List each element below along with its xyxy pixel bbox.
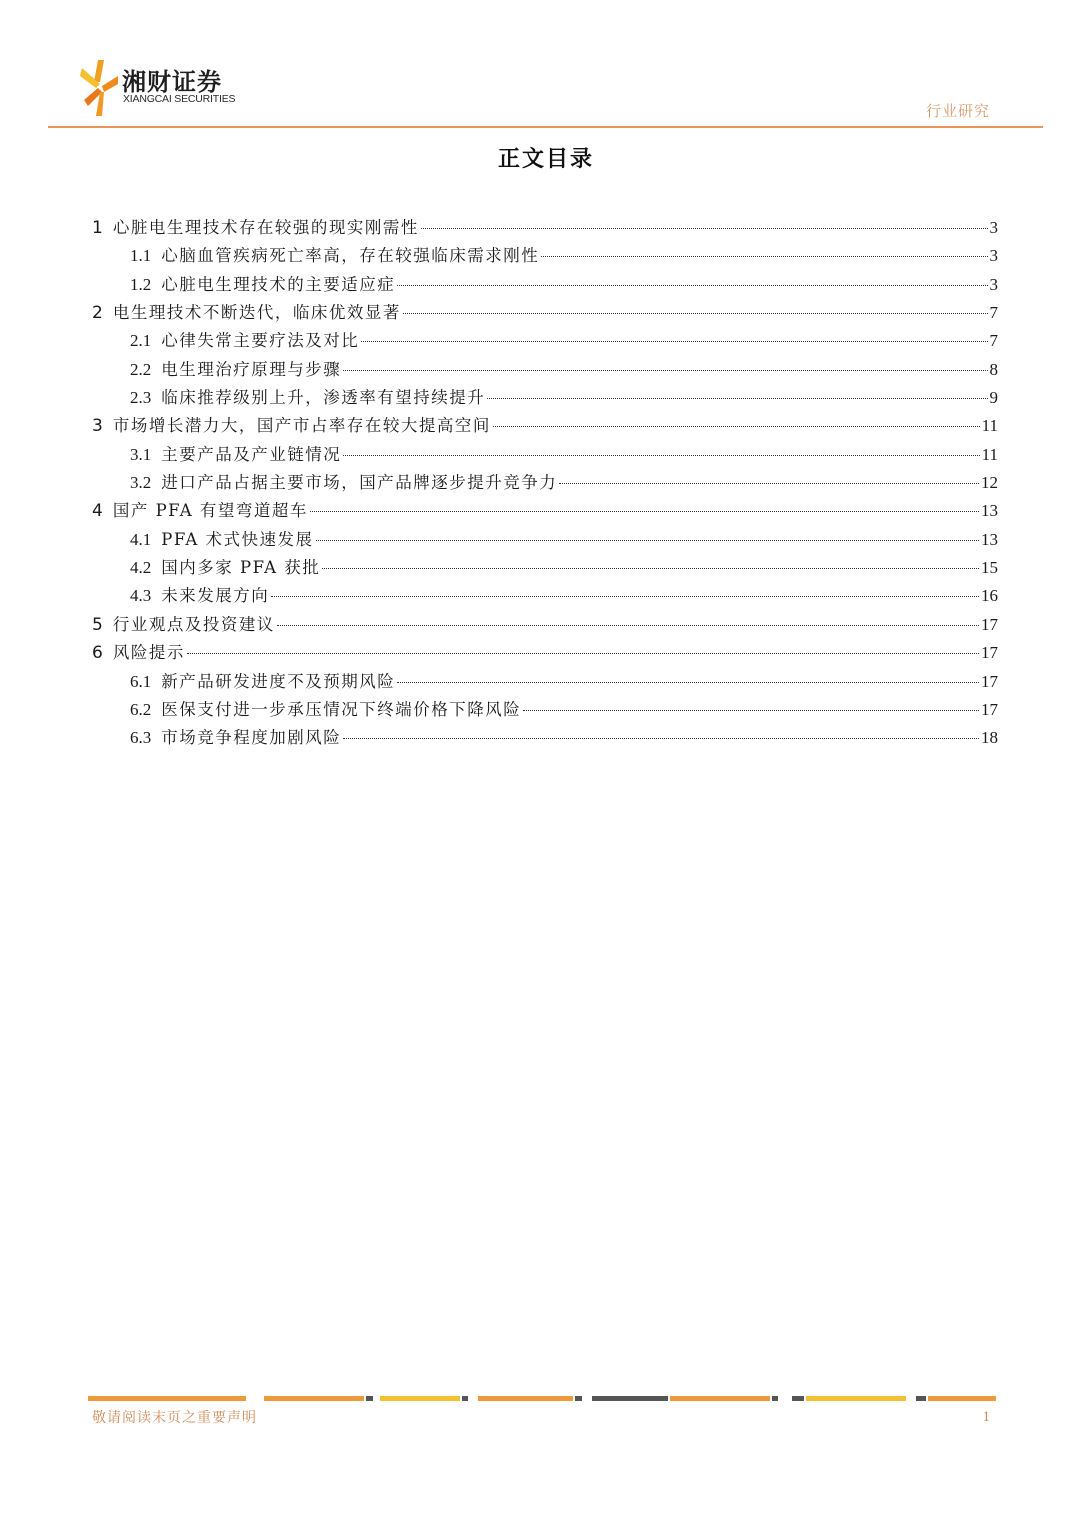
toc-entry[interactable] <box>92 668 998 696</box>
toc-entry-number: 1 <box>92 218 103 238</box>
toc-entry[interactable] <box>92 356 998 384</box>
footer-bar-segment <box>670 1396 770 1401</box>
toc-dot-leader <box>343 455 979 456</box>
brand-name-en: XIANGCAI SECURITIES <box>123 93 236 105</box>
toc-entry-number: 3.1 <box>130 444 152 464</box>
header-divider <box>48 126 1043 128</box>
toc-entry[interactable] <box>92 441 998 469</box>
toc-dot-leader <box>487 398 987 399</box>
toc-entry-page: 3 <box>989 218 998 237</box>
footer-bar-segment <box>366 1396 373 1401</box>
footer-bar-segment <box>592 1396 668 1401</box>
footer-bar-segment <box>792 1396 804 1401</box>
toc-dot-leader <box>343 738 979 739</box>
toc-entry-number: 3.2 <box>130 473 152 493</box>
toc-dot-leader <box>187 653 979 654</box>
toc-entry[interactable] <box>92 299 998 327</box>
footer-bar-segment <box>88 1396 246 1401</box>
toc-entry-page: 11 <box>981 416 998 436</box>
table-of-contents <box>92 214 998 753</box>
toc-entry[interactable] <box>92 554 998 582</box>
toc-entry-label: PFA 术式快速发展 <box>161 529 314 549</box>
toc-entry-page: 7 <box>989 303 998 323</box>
toc-entry-number: 1.1 <box>130 246 152 266</box>
toc-entry-number: 4.1 <box>130 529 152 549</box>
toc-entry-page: 17 <box>981 643 998 663</box>
toc-entry[interactable] <box>92 497 998 525</box>
toc-entry-page: 13 <box>981 529 998 549</box>
footer-bar-segment <box>916 1396 926 1401</box>
toc-entry[interactable] <box>92 582 998 610</box>
toc-entry-label: 心律失常主要疗法及对比 <box>161 331 360 351</box>
toc-entry-label: 国内多家 PFA 获批 <box>161 558 321 578</box>
toc-dot-leader <box>316 540 979 541</box>
toc-dot-leader <box>271 596 979 597</box>
footer-bar-segment <box>478 1396 573 1401</box>
toc-entry-page: 3 <box>989 274 998 294</box>
toc-entry-label: 行业观点及投资建议 <box>112 614 275 634</box>
toc-dot-leader <box>361 341 987 342</box>
toc-entry-number: 1.2 <box>130 274 152 294</box>
toc-entry-page: 7 <box>989 331 998 351</box>
disclaimer-note: 敬请阅读末页之重要声明 <box>92 1410 257 1426</box>
toc-entry[interactable] <box>92 724 998 752</box>
footer-bar-segment <box>380 1396 460 1401</box>
toc-entry-page: 13 <box>981 501 998 521</box>
toc-entry-label: 心脏电生理技术的主要适应症 <box>161 274 396 294</box>
toc-dot-leader <box>310 511 979 512</box>
footer-bar-segment <box>772 1396 778 1401</box>
toc-entry-page: 17 <box>981 671 998 691</box>
toc-entry-number: 6.2 <box>130 699 152 719</box>
toc-entry[interactable] <box>92 639 998 667</box>
toc-entry[interactable] <box>92 469 998 497</box>
toc-entry-label: 医保支付进一步承压情况下终端价格下降风险 <box>161 699 522 719</box>
toc-dot-leader <box>397 682 979 683</box>
toc-entry-number: 6 <box>92 643 103 664</box>
toc-entry[interactable] <box>92 384 998 412</box>
page-header <box>0 0 1080 130</box>
toc-entry-number: 4.3 <box>130 586 152 606</box>
toc-dot-leader <box>541 256 987 257</box>
toc-entry-number: 3 <box>92 416 103 437</box>
toc-entry-number: 2.1 <box>130 331 152 351</box>
footer-bar-segment <box>928 1396 996 1401</box>
company-logo <box>80 56 240 122</box>
toc-entry-label: 风险提示 <box>112 643 185 663</box>
toc-entry-label: 新产品研发进度不及预期风险 <box>161 671 396 691</box>
toc-entry-label: 电生理技术不断迭代，临床优效显著 <box>112 303 401 323</box>
toc-entry-page: 11 <box>981 444 998 464</box>
toc-dot-leader <box>493 426 980 427</box>
footer-bar-segment <box>575 1396 582 1401</box>
footer-decorative-bar <box>88 1396 996 1402</box>
toc-entry-label: 未来发展方向 <box>161 586 270 606</box>
toc-dot-leader <box>559 483 979 484</box>
toc-entry-label: 电生理治疗原理与步骤 <box>161 359 342 379</box>
toc-entry-label: 临床推荐级别上升，渗透率有望持续提升 <box>161 388 486 408</box>
toc-entry[interactable] <box>92 242 998 270</box>
footer-bar-segment <box>462 1396 468 1401</box>
toc-entry[interactable] <box>92 214 998 242</box>
toc-entry-page: 15 <box>981 558 998 578</box>
toc-entry-label: 主要产品及产业链情况 <box>161 444 342 464</box>
toc-entry-page: 18 <box>981 728 998 748</box>
toc-entry-number: 6.1 <box>130 671 152 691</box>
toc-entry-page: 17 <box>981 699 998 719</box>
toc-dot-leader <box>322 568 979 569</box>
toc-dot-leader <box>523 710 979 711</box>
toc-entry-number: 4 <box>92 501 103 522</box>
toc-entry[interactable] <box>92 696 998 724</box>
toc-entry-page: 3 <box>989 246 998 266</box>
toc-entry[interactable] <box>92 611 998 639</box>
toc-entry-number: 2.2 <box>130 359 152 379</box>
toc-entry-page: 8 <box>989 359 998 379</box>
toc-entry-number: 4.2 <box>130 558 152 578</box>
toc-entry-label: 进口产品占据主要市场，国产品牌逐步提升竞争力 <box>161 473 558 493</box>
footer-bar-segment <box>806 1396 906 1401</box>
brand-name-cn: 湘财证券 <box>122 68 222 96</box>
toc-dot-leader <box>397 285 987 286</box>
toc-entry-label: 市场增长潜力大，国产市占率存在较大提高空间 <box>112 416 491 436</box>
toc-title: 正文目录 <box>497 146 594 172</box>
toc-dot-leader <box>277 625 979 626</box>
toc-entry[interactable] <box>92 412 998 440</box>
toc-entry-page: 16 <box>981 586 998 606</box>
toc-entry-label: 心脑血管疾病死亡率高，存在较强临床需求刚性 <box>161 246 540 266</box>
toc-entry-number: 5 <box>92 614 103 635</box>
toc-entry[interactable] <box>92 271 998 299</box>
toc-entry-page: 17 <box>981 614 998 634</box>
toc-entry[interactable] <box>92 327 998 355</box>
footer-bar-segment <box>264 1396 364 1401</box>
toc-entry-label: 心脏电生理技术存在较强的现实刚需性 <box>112 218 419 237</box>
toc-entry-label: 国产 PFA 有望弯道超车 <box>112 501 308 521</box>
toc-entry-number: 2 <box>92 303 103 324</box>
toc-dot-leader <box>343 370 987 371</box>
toc-entry-number: 6.3 <box>130 728 152 748</box>
page-number: 1 <box>982 1409 990 1425</box>
toc-dot-leader <box>403 313 988 314</box>
toc-entry-label: 市场竞争程度加剧风险 <box>161 728 342 748</box>
toc-entry-number: 2.3 <box>130 388 152 408</box>
document-type: 行业研究 <box>925 102 990 120</box>
xiangcai-logo-icon <box>80 56 120 120</box>
toc-entry-page: 9 <box>989 388 998 408</box>
toc-entry-page: 12 <box>981 473 998 493</box>
toc-dot-leader <box>421 228 988 229</box>
toc-entry[interactable] <box>92 526 998 554</box>
